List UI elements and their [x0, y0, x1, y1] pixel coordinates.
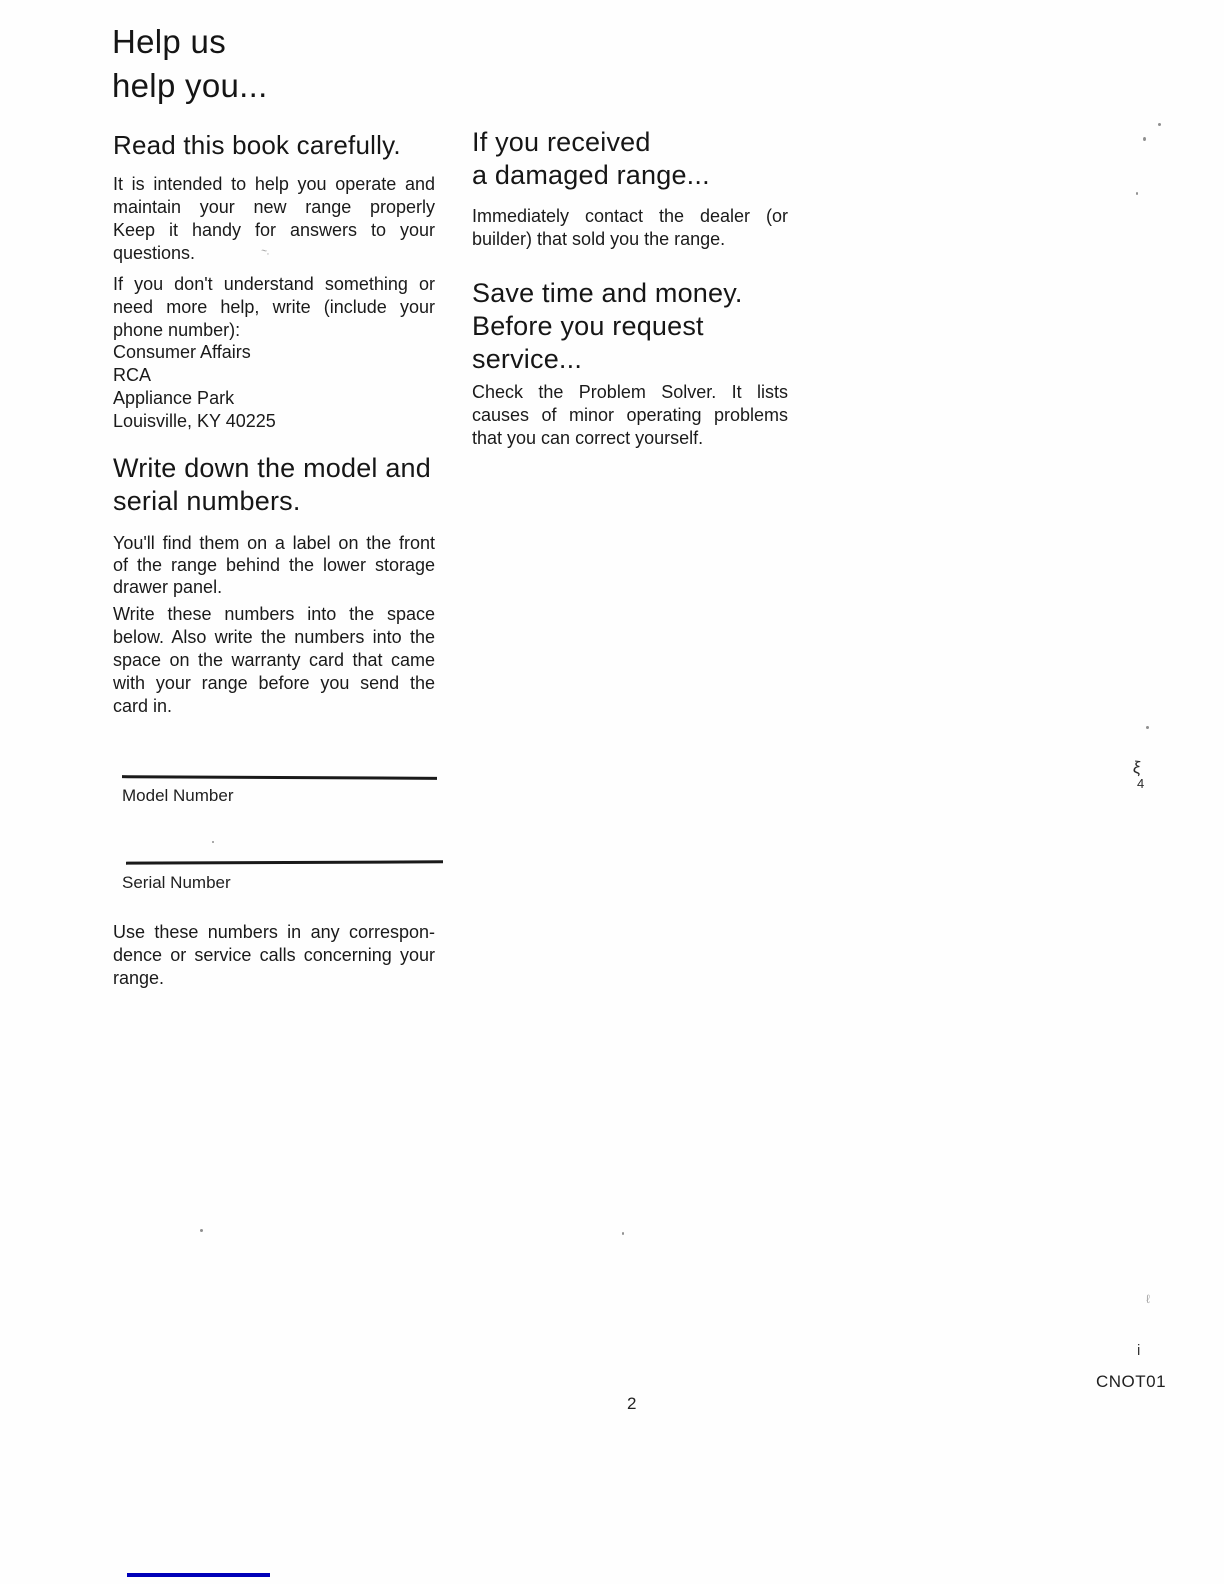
- paragraph-problem-solver: [472, 381, 788, 450]
- text-line: service...: [472, 344, 583, 374]
- serial-number-label: Serial Number: [122, 873, 231, 892]
- text-line: dence or service calls concerning your: [113, 945, 435, 965]
- text-line: with your range before you send the: [113, 673, 435, 693]
- text-line: help you...: [112, 67, 268, 104]
- text-line: If you received: [472, 127, 651, 157]
- text-line: Immediately contact the dealer (or: [472, 206, 788, 226]
- text-line: Write these numbers into the space: [113, 604, 435, 624]
- text-line: questions.: [113, 243, 196, 263]
- scan-faint-tick: ℓ: [1146, 1292, 1150, 1306]
- model-number-rule: [122, 775, 437, 780]
- text-line: Keep it handy for answers to your: [113, 220, 435, 240]
- text-line: causes of minor operating problems: [472, 405, 788, 425]
- text-line: It is intended to help you operate and: [113, 174, 435, 194]
- text-line: phone number):: [113, 320, 241, 340]
- scan-speck: [622, 1232, 624, 1235]
- scan-speck: [1136, 192, 1138, 195]
- text-line: that you can correct yourself.: [472, 428, 704, 448]
- text-line: If you don't understand something or: [113, 274, 435, 294]
- paragraph-use-numbers: [113, 921, 435, 990]
- text-line: builder) that sold you the range.: [472, 229, 726, 249]
- paragraph-read-intro: [113, 173, 435, 265]
- text-line: space on the warranty card that came: [113, 650, 435, 670]
- page-number: 2: [627, 1394, 637, 1413]
- scan-pen-squiggle-2: 4: [1137, 776, 1145, 791]
- text-line: range.: [113, 968, 165, 988]
- text-line: Help us: [112, 23, 226, 60]
- text-line: Check the Problem Solver. It lists: [472, 382, 788, 402]
- scan-speck: [1158, 123, 1161, 126]
- text-line: Use these numbers in any correspon-: [113, 922, 435, 942]
- text-line: You'll find them on a label on the front: [113, 533, 435, 553]
- text-line: maintain your new range properly: [113, 197, 435, 217]
- scan-smudge: ~.: [260, 245, 271, 258]
- model-number-label: Model Number: [122, 786, 234, 805]
- heading-read-this-book: Read this book carefully.: [113, 130, 401, 160]
- text-line: drawer panel.: [113, 577, 223, 597]
- heading-save-time-money: [472, 277, 743, 376]
- text-line: Louisville, KY 40225: [113, 411, 276, 431]
- text-line: Write down the model and: [113, 453, 431, 483]
- paragraph-damaged-range: [472, 205, 788, 251]
- paragraph-dont-understand: [113, 273, 435, 342]
- heading-damaged-range: [472, 126, 710, 192]
- page-title: [112, 20, 268, 108]
- text-line: Before you request: [472, 311, 704, 341]
- scan-speck: [1143, 137, 1146, 141]
- heading-write-down-numbers: [113, 452, 431, 518]
- footer-accent-bar: [127, 1573, 270, 1577]
- scan-speck: [200, 1229, 203, 1232]
- text-line: of the range behind the lower storage: [113, 555, 435, 575]
- text-line: Consumer Affairs: [113, 342, 251, 362]
- scan-pen-squiggle: ξ: [1132, 757, 1142, 778]
- text-line: Appliance Park: [113, 388, 235, 408]
- paragraph-write-numbers: [113, 603, 435, 718]
- scan-speck: [212, 841, 214, 843]
- address-block: [113, 341, 435, 433]
- text-line: RCA: [113, 365, 152, 385]
- text-line: below. Also write the numbers into the: [113, 627, 435, 647]
- text-line: need more help, write (include your: [113, 297, 435, 317]
- text-line: card in.: [113, 696, 173, 716]
- text-line: serial numbers.: [113, 486, 301, 516]
- serial-number-rule: [126, 860, 443, 864]
- paragraph-find-label: [113, 532, 435, 598]
- scan-speck: [1146, 726, 1149, 729]
- scan-tick: i: [1137, 1342, 1141, 1359]
- text-line: a damaged range...: [472, 160, 710, 190]
- doc-code: CNOT01: [1096, 1372, 1167, 1391]
- text-line: Save time and money.: [472, 278, 743, 308]
